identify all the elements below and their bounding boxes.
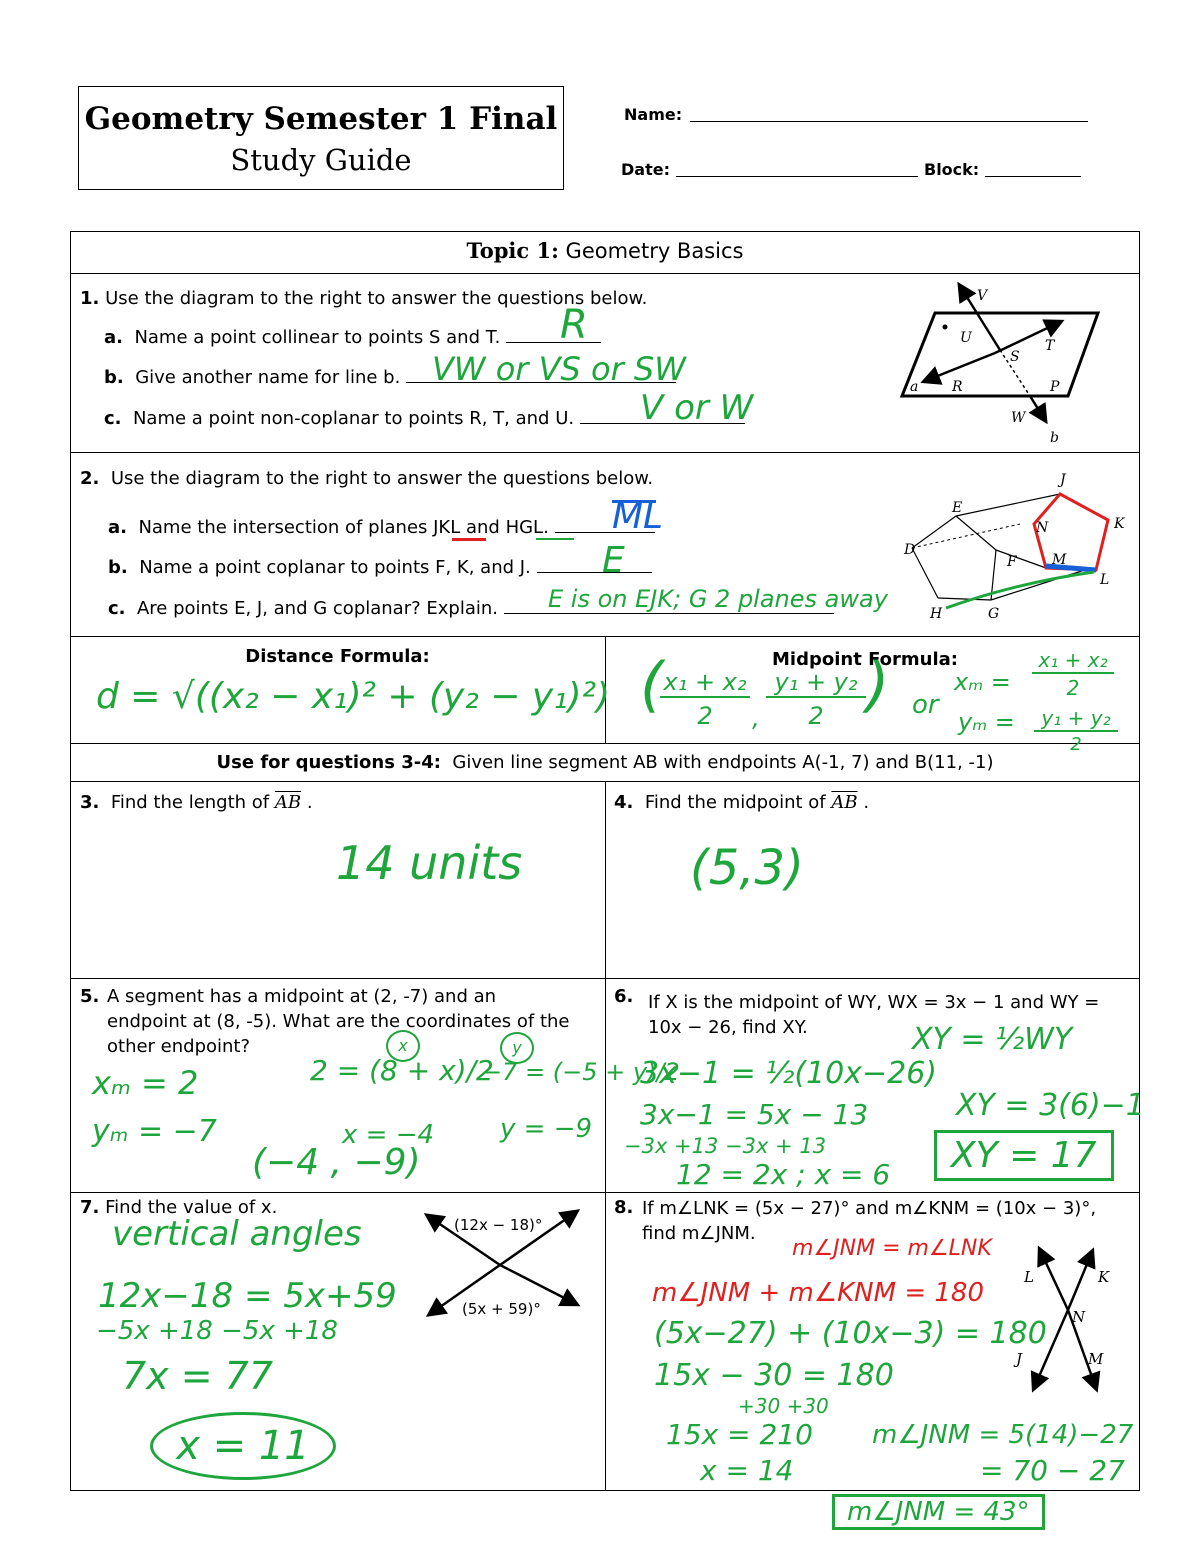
svg-text:(12x − 18)°: (12x − 18)° bbox=[454, 1216, 543, 1234]
svg-text:G: G bbox=[988, 606, 1000, 622]
q6-answer: XY = 17 bbox=[934, 1130, 1114, 1181]
svg-text:L: L bbox=[1024, 1268, 1034, 1286]
q6-num: 6. bbox=[614, 986, 634, 1007]
svg-text:F: F bbox=[1007, 554, 1017, 570]
name-field[interactable] bbox=[690, 121, 1088, 122]
name-label: Name: bbox=[624, 105, 683, 124]
svg-text:N: N bbox=[1072, 1308, 1086, 1326]
q2-prompt: 2. Use the diagram to the right to answer the questions below. bbox=[80, 468, 654, 489]
svg-text:K: K bbox=[1098, 1268, 1110, 1286]
svg-text:(5x + 59)°: (5x + 59)° bbox=[462, 1300, 541, 1318]
svg-text:E: E bbox=[952, 500, 963, 516]
divider bbox=[70, 743, 1140, 744]
divider bbox=[70, 452, 1140, 453]
q2b-blank[interactable] bbox=[537, 558, 652, 573]
distance-formula-hw: d = √((x₂ − x₁)² + (y₂ − y₁)²) bbox=[96, 676, 611, 717]
q4-answer: (5,3) bbox=[690, 840, 804, 896]
svg-text:W: W bbox=[1011, 410, 1026, 426]
q6-work-2: 3x−1 = ½(10x−26) bbox=[640, 1056, 937, 1091]
mid-or: or bbox=[912, 690, 939, 720]
q8-work-5: x = 14 bbox=[700, 1454, 794, 1487]
mid-ym-den: 2 bbox=[1070, 734, 1082, 755]
title-box bbox=[78, 86, 564, 190]
q6-work-6: XY = 3(6)−1 bbox=[956, 1088, 1145, 1123]
q7-work-1: vertical angles bbox=[112, 1214, 362, 1254]
mid-xm: xₘ = bbox=[954, 668, 1011, 696]
q5-num: 5. bbox=[80, 986, 100, 1007]
q1a: a. Name a point collinear to points S and T. bbox=[104, 327, 601, 348]
q3-prompt: 3. Find the length of $\overline{AB}$ . bbox=[80, 792, 313, 813]
overline bbox=[612, 500, 656, 503]
q5-work-6: y = −9 bbox=[500, 1114, 593, 1144]
q7-prompt: 7. Find the value of x. bbox=[80, 1197, 278, 1218]
q8-num: 8. bbox=[614, 1197, 634, 1218]
circled-x: x bbox=[386, 1030, 420, 1062]
q2c: c. Are points E, J, and G coplanar? Explain. bbox=[108, 598, 834, 619]
q8-work-3: +30 +30 bbox=[738, 1394, 829, 1418]
vertical-angles-diagram bbox=[410, 1200, 594, 1330]
q8-red-1: m∠JNM = m∠LNK bbox=[792, 1236, 992, 1261]
q7-work-3: −5x +18 −5x +18 bbox=[96, 1316, 338, 1346]
q7-work-2: 12x−18 = 5x+59 bbox=[98, 1276, 397, 1316]
page-subtitle: Study Guide bbox=[230, 143, 412, 177]
date-label: Date: bbox=[621, 160, 670, 179]
date-field[interactable] bbox=[676, 176, 918, 177]
q2c-answer: E is on EJK; G 2 planes away bbox=[548, 585, 888, 613]
mid-xm-den: 2 bbox=[1066, 676, 1080, 700]
q1c-answer: V or W bbox=[640, 388, 754, 428]
q3-answer: 14 units bbox=[336, 836, 523, 890]
svg-text:T: T bbox=[1045, 338, 1055, 354]
q8-work-6: m∠JNM = 5(14)−27 bbox=[872, 1420, 1134, 1450]
comma: , bbox=[752, 704, 760, 732]
svg-text:J: J bbox=[1060, 472, 1066, 488]
q2b-answer: E bbox=[602, 540, 625, 581]
block-field[interactable] bbox=[985, 176, 1081, 177]
q8-work-2: 15x − 30 = 180 bbox=[654, 1358, 894, 1393]
prism-diagram bbox=[896, 468, 1136, 628]
svg-text:M: M bbox=[1088, 1350, 1104, 1368]
divider bbox=[70, 273, 1140, 274]
svg-text:S: S bbox=[1010, 349, 1020, 365]
q6-work-3: 3x−1 = 5x − 13 bbox=[640, 1098, 869, 1131]
q6-work-4: −3x +13 −3x + 13 bbox=[624, 1134, 827, 1158]
svg-text:P: P bbox=[1050, 379, 1060, 395]
topic-label: Topic 1: bbox=[466, 238, 559, 263]
svg-text:H: H bbox=[930, 606, 943, 622]
distance-formula-label: Distance Formula: bbox=[245, 646, 430, 667]
q1b-answer: VW or VS or SW bbox=[432, 350, 686, 388]
q4-prompt: 4. Find the midpoint of $\overline{AB}$ . bbox=[614, 792, 870, 813]
q5-work-3: 2 = (8 + x)/2 bbox=[310, 1054, 494, 1087]
mid-ym-num: y₁ + y₂ bbox=[1034, 706, 1118, 732]
red-underline bbox=[452, 538, 486, 541]
topic-header bbox=[70, 238, 1140, 263]
q1b: b. Give another name for line b. bbox=[104, 367, 676, 388]
q1a-answer: R bbox=[560, 302, 588, 348]
q7-answer: x = 11 bbox=[150, 1412, 336, 1480]
green-underline bbox=[536, 538, 574, 540]
q1-prompt: 1. Use the diagram to the right to answer the questions below. bbox=[80, 288, 648, 309]
q8-work-4: 15x = 210 bbox=[666, 1418, 813, 1451]
q7-work-4: 7x = 77 bbox=[122, 1354, 274, 1398]
q6-work-1: XY = ½WY bbox=[912, 1022, 1073, 1057]
mid-xm-num: x₁ + x₂ bbox=[1032, 648, 1114, 674]
q1c: c. Name a point non-coplanar to points R, T, and U. bbox=[104, 408, 745, 429]
q8-work-1: (5x−27) + (10x−3) = 180 bbox=[654, 1316, 1047, 1351]
mid-x-num: x₁ + x₂ bbox=[660, 668, 750, 698]
mid-x-den: 2 bbox=[697, 702, 713, 730]
svg-text:V: V bbox=[977, 288, 988, 304]
q5-work-5: x = −4 bbox=[342, 1120, 435, 1150]
svg-text:R: R bbox=[952, 379, 963, 395]
q5-answer: (−4 , −9) bbox=[252, 1142, 421, 1183]
svg-text:U: U bbox=[960, 330, 972, 346]
svg-text:J: J bbox=[1016, 1350, 1023, 1368]
q5-work-2: yₘ = −7 bbox=[92, 1114, 217, 1149]
q8-work-7: = 70 − 27 bbox=[980, 1454, 1125, 1487]
q5-work-4: −7 = (−5 + y)/2 bbox=[482, 1058, 680, 1086]
svg-text:a: a bbox=[910, 379, 919, 395]
mid-y-num: y₁ + y₂ bbox=[766, 668, 866, 698]
paren-close: ) bbox=[866, 650, 890, 720]
q6-prompt: If X is the midpoint of WY, WX = 3x − 1 and WY = 10x − 26, find XY. bbox=[648, 992, 1100, 1038]
midpoint-formula-label: Midpoint Formula: bbox=[772, 649, 958, 670]
topic-name: Geometry Basics bbox=[565, 239, 744, 263]
q2a-answer: ML bbox=[612, 496, 664, 537]
svg-text:b: b bbox=[1050, 430, 1059, 446]
q2a: a. Name the intersection of planes JKL and HGL. bbox=[108, 517, 655, 538]
svg-text:K: K bbox=[1114, 516, 1125, 532]
circled-y: y bbox=[500, 1032, 534, 1064]
q34-header: Use for questions 3-4: Given line segment AB with endpoints A(-1, 7) and B(11, -1) bbox=[216, 752, 994, 773]
q6-work-5: 12 = 2x ; x = 6 bbox=[676, 1158, 891, 1191]
svg-text:D: D bbox=[904, 542, 916, 558]
svg-text:M: M bbox=[1052, 552, 1067, 568]
mid-y-den: 2 bbox=[808, 702, 824, 730]
q5-prompt: A segment has a midpoint at (2, -7) and an endpoint at (8, -5). What are the coordinates of the other endpoint? bbox=[107, 986, 570, 1057]
plane-diagram bbox=[890, 278, 1110, 450]
q5-work-1: xₘ = 2 bbox=[92, 1064, 199, 1102]
mid-ym: yₘ = bbox=[958, 708, 1015, 736]
page-title: Geometry Semester 1 Final bbox=[84, 101, 558, 137]
svg-text:L: L bbox=[1100, 572, 1110, 588]
svg-text:N: N bbox=[1036, 520, 1049, 536]
block-label: Block: bbox=[924, 160, 980, 179]
q8-prompt: If m∠LNK = (5x − 27)° and m∠KNM = (10x − 3)°, find m∠JNM. bbox=[642, 1198, 1097, 1244]
paren-open: ( bbox=[640, 650, 664, 720]
q8-red-2: m∠JNM + m∠KNM = 180 bbox=[652, 1278, 985, 1308]
q2b: b. Name a point coplanar to points F, K, and J. bbox=[108, 557, 652, 578]
q8-answer: m∠JNM = 43° bbox=[832, 1494, 1045, 1530]
divider bbox=[605, 781, 606, 1491]
